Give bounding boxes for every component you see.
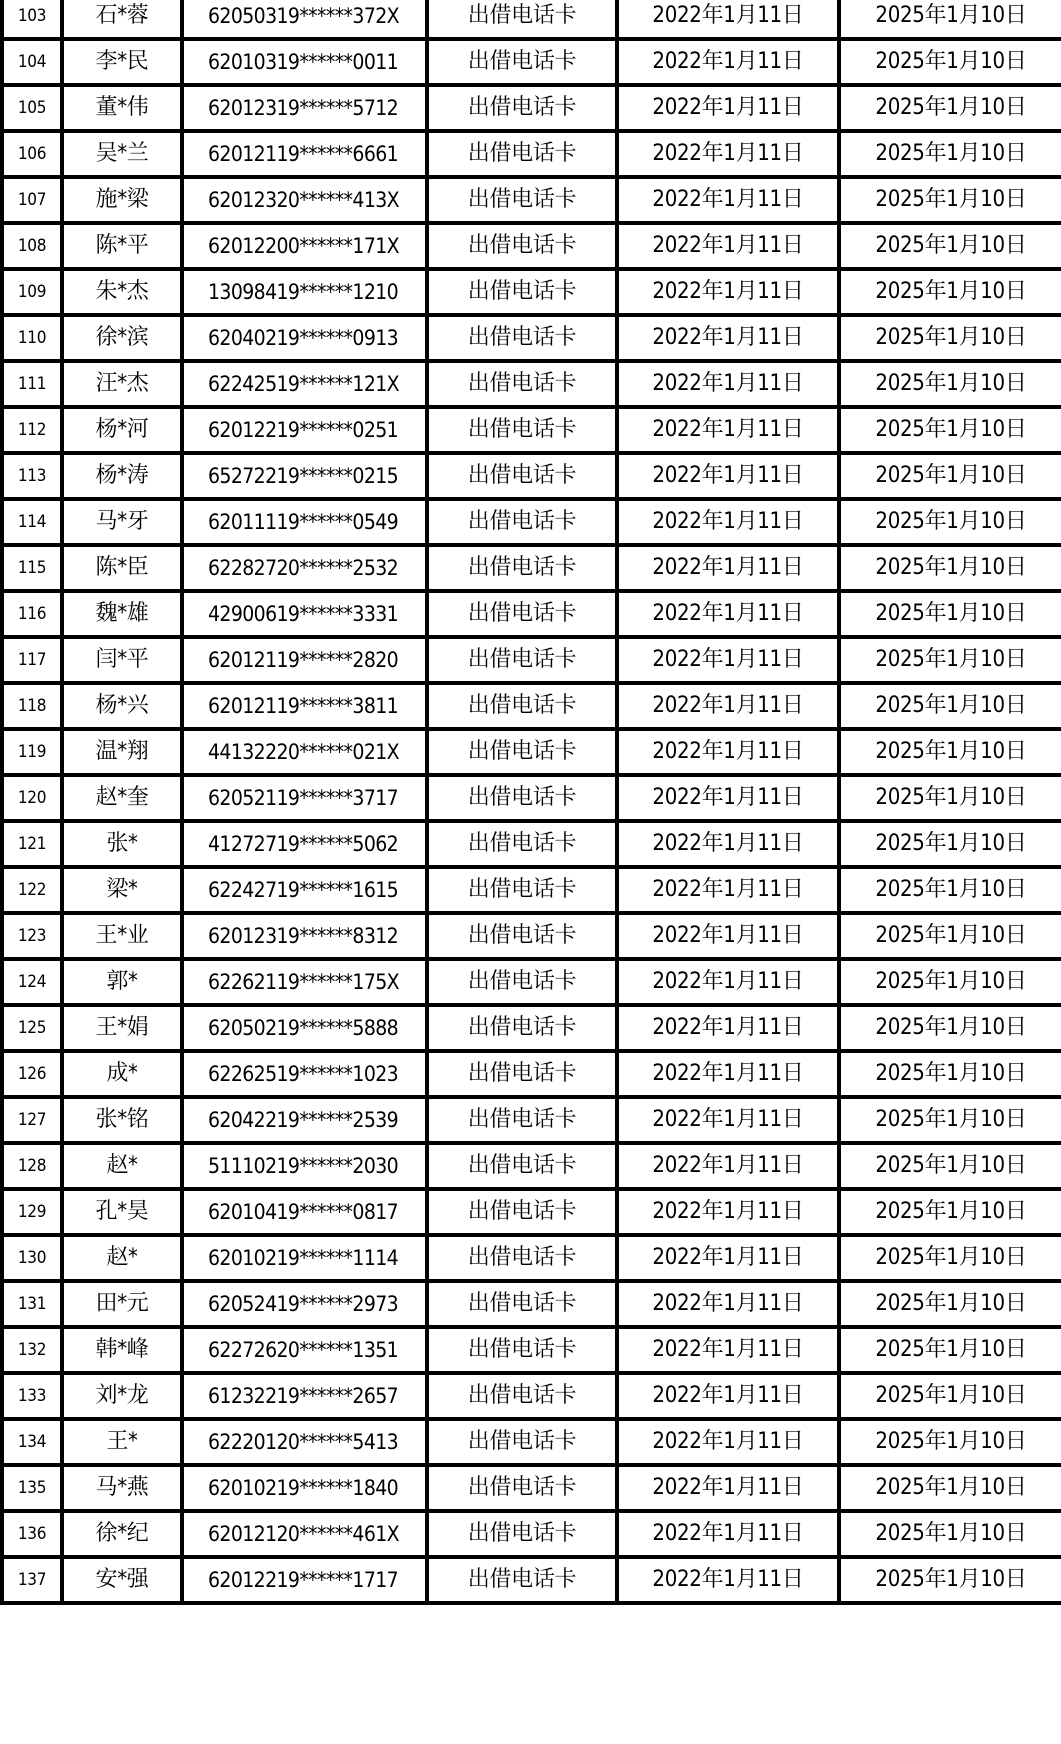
start-date-cell: 2022年1月11日 — [617, 85, 839, 131]
name-cell: 杨*兴 — [62, 683, 182, 729]
table-row — [2, 1281, 1061, 1327]
start-date-cell: 2022年1月11日 — [617, 361, 839, 407]
category-cell: 出借电话卡 — [427, 1051, 617, 1097]
category-cell: 出借电话卡 — [427, 1419, 617, 1465]
end-date-cell: 2025年1月10日 — [839, 131, 1061, 177]
end-date-cell: 2025年1月10日 — [839, 1511, 1061, 1557]
name-cell: 王* — [62, 1419, 182, 1465]
table-row — [2, 1465, 1061, 1511]
row-number-cell: 121 — [2, 821, 62, 867]
end-date-cell: 2025年1月10日 — [839, 453, 1061, 499]
end-date-cell: 2025年1月10日 — [839, 545, 1061, 591]
start-date-cell: 2022年1月11日 — [617, 959, 839, 1005]
id-number-cell: 62012219******1717 — [182, 1557, 427, 1603]
start-date-cell: 2022年1月11日 — [617, 1373, 839, 1419]
row-number-cell: 124 — [2, 959, 62, 1005]
end-date-cell: 2025年1月10日 — [839, 959, 1061, 1005]
name-cell: 董*伟 — [62, 85, 182, 131]
id-number-cell: 13098419******1210 — [182, 269, 427, 315]
id-number-cell: 62272620******1351 — [182, 1327, 427, 1373]
id-number-cell: 51110219******2030 — [182, 1143, 427, 1189]
start-date-cell: 2022年1月11日 — [617, 269, 839, 315]
start-date-cell: 2022年1月11日 — [617, 315, 839, 361]
end-date-cell: 2025年1月10日 — [839, 1281, 1061, 1327]
name-cell: 魏*雄 — [62, 591, 182, 637]
name-cell: 闫*平 — [62, 637, 182, 683]
end-date-cell: 2025年1月10日 — [839, 683, 1061, 729]
table-row — [2, 1189, 1061, 1235]
row-number-cell: 123 — [2, 913, 62, 959]
row-number-cell: 126 — [2, 1051, 62, 1097]
start-date-cell: 2022年1月11日 — [617, 223, 839, 269]
id-number-cell: 62012200******171X — [182, 223, 427, 269]
end-date-cell: 2025年1月10日 — [839, 1051, 1061, 1097]
end-date-cell: 2025年1月10日 — [839, 1373, 1061, 1419]
row-number-cell: 110 — [2, 315, 62, 361]
end-date-cell: 2025年1月10日 — [839, 1419, 1061, 1465]
table-row — [2, 867, 1061, 913]
start-date-cell: 2022年1月11日 — [617, 1511, 839, 1557]
id-number-cell: 62242719******1615 — [182, 867, 427, 913]
category-cell: 出借电话卡 — [427, 591, 617, 637]
end-date-cell: 2025年1月10日 — [839, 269, 1061, 315]
end-date-cell: 2025年1月10日 — [839, 315, 1061, 361]
id-number-cell: 62012119******3811 — [182, 683, 427, 729]
category-cell: 出借电话卡 — [427, 315, 617, 361]
category-cell: 出借电话卡 — [427, 1465, 617, 1511]
id-number-cell: 62052419******2973 — [182, 1281, 427, 1327]
row-number-cell: 119 — [2, 729, 62, 775]
name-cell: 赵* — [62, 1235, 182, 1281]
id-number-cell: 62012319******5712 — [182, 85, 427, 131]
name-cell: 张* — [62, 821, 182, 867]
category-cell: 出借电话卡 — [427, 407, 617, 453]
name-cell: 杨*河 — [62, 407, 182, 453]
name-cell: 马*燕 — [62, 1465, 182, 1511]
table-row — [2, 545, 1061, 591]
start-date-cell: 2022年1月11日 — [617, 499, 839, 545]
end-date-cell: 2025年1月10日 — [839, 1143, 1061, 1189]
category-cell: 出借电话卡 — [427, 1373, 617, 1419]
table-row — [2, 1373, 1061, 1419]
row-number-cell: 135 — [2, 1465, 62, 1511]
name-cell: 刘*龙 — [62, 1373, 182, 1419]
table-row — [2, 959, 1061, 1005]
row-number-cell: 115 — [2, 545, 62, 591]
start-date-cell: 2022年1月11日 — [617, 637, 839, 683]
category-cell: 出借电话卡 — [427, 453, 617, 499]
start-date-cell: 2022年1月11日 — [617, 1189, 839, 1235]
end-date-cell: 2025年1月10日 — [839, 867, 1061, 913]
name-cell: 杨*涛 — [62, 453, 182, 499]
category-cell: 出借电话卡 — [427, 1143, 617, 1189]
row-number-cell: 113 — [2, 453, 62, 499]
name-cell: 赵* — [62, 1143, 182, 1189]
name-cell: 梁* — [62, 867, 182, 913]
id-number-cell: 62052119******3717 — [182, 775, 427, 821]
end-date-cell: 2025年1月10日 — [839, 729, 1061, 775]
table-row — [2, 1511, 1061, 1557]
category-cell: 出借电话卡 — [427, 1189, 617, 1235]
table-row — [2, 131, 1061, 177]
name-cell: 徐*滨 — [62, 315, 182, 361]
category-cell: 出借电话卡 — [427, 729, 617, 775]
category-cell: 出借电话卡 — [427, 545, 617, 591]
name-cell: 陈*平 — [62, 223, 182, 269]
row-number-cell: 129 — [2, 1189, 62, 1235]
table-row — [2, 499, 1061, 545]
category-cell: 出借电话卡 — [427, 361, 617, 407]
table-row — [2, 1557, 1061, 1603]
end-date-cell: 2025年1月10日 — [839, 1465, 1061, 1511]
table-row — [2, 39, 1061, 85]
start-date-cell: 2022年1月11日 — [617, 1235, 839, 1281]
category-cell: 出借电话卡 — [427, 637, 617, 683]
end-date-cell: 2025年1月10日 — [839, 1327, 1061, 1373]
start-date-cell: 2022年1月11日 — [617, 407, 839, 453]
table-row — [2, 637, 1061, 683]
name-cell: 田*元 — [62, 1281, 182, 1327]
start-date-cell: 2022年1月11日 — [617, 821, 839, 867]
start-date-cell: 2022年1月11日 — [617, 453, 839, 499]
name-cell: 王*业 — [62, 913, 182, 959]
category-cell: 出借电话卡 — [427, 269, 617, 315]
name-cell: 汪*杰 — [62, 361, 182, 407]
table-row — [2, 0, 1061, 39]
start-date-cell: 2022年1月11日 — [617, 1419, 839, 1465]
row-number-cell: 117 — [2, 637, 62, 683]
id-number-cell: 62262519******1023 — [182, 1051, 427, 1097]
category-cell: 出借电话卡 — [427, 1235, 617, 1281]
table-row — [2, 1051, 1061, 1097]
row-number-cell: 136 — [2, 1511, 62, 1557]
start-date-cell: 2022年1月11日 — [617, 591, 839, 637]
start-date-cell: 2022年1月11日 — [617, 1327, 839, 1373]
end-date-cell: 2025年1月10日 — [839, 913, 1061, 959]
end-date-cell: 2025年1月10日 — [839, 775, 1061, 821]
category-cell: 出借电话卡 — [427, 223, 617, 269]
row-number-cell: 105 — [2, 85, 62, 131]
start-date-cell: 2022年1月11日 — [617, 913, 839, 959]
row-number-cell: 132 — [2, 1327, 62, 1373]
start-date-cell: 2022年1月11日 — [617, 775, 839, 821]
category-cell: 出借电话卡 — [427, 867, 617, 913]
start-date-cell: 2022年1月11日 — [617, 39, 839, 85]
table-row — [2, 591, 1061, 637]
row-number-cell: 128 — [2, 1143, 62, 1189]
id-number-cell: 62010219******1114 — [182, 1235, 427, 1281]
end-date-cell: 2025年1月10日 — [839, 361, 1061, 407]
row-number-cell: 120 — [2, 775, 62, 821]
row-number-cell: 131 — [2, 1281, 62, 1327]
records-table-body — [2, 0, 1061, 1603]
table-row — [2, 1235, 1061, 1281]
id-number-cell: 62010219******1840 — [182, 1465, 427, 1511]
id-number-cell: 62220120******5413 — [182, 1419, 427, 1465]
id-number-cell: 62010419******0817 — [182, 1189, 427, 1235]
name-cell: 李*民 — [62, 39, 182, 85]
table-row — [2, 85, 1061, 131]
end-date-cell: 2025年1月10日 — [839, 1189, 1061, 1235]
table-row — [2, 407, 1061, 453]
table-row — [2, 1327, 1061, 1373]
row-number-cell: 108 — [2, 223, 62, 269]
start-date-cell: 2022年1月11日 — [617, 867, 839, 913]
category-cell: 出借电话卡 — [427, 1005, 617, 1051]
table-row — [2, 1419, 1061, 1465]
end-date-cell: 2025年1月10日 — [839, 821, 1061, 867]
row-number-cell: 127 — [2, 1097, 62, 1143]
table-row — [2, 821, 1061, 867]
category-cell: 出借电话卡 — [427, 1327, 617, 1373]
table-row — [2, 1005, 1061, 1051]
row-number-cell: 125 — [2, 1005, 62, 1051]
id-number-cell: 62012219******0251 — [182, 407, 427, 453]
row-number-cell: 116 — [2, 591, 62, 637]
name-cell: 徐*纪 — [62, 1511, 182, 1557]
name-cell: 马*牙 — [62, 499, 182, 545]
table-row — [2, 1143, 1061, 1189]
id-number-cell: 41272719******5062 — [182, 821, 427, 867]
start-date-cell: 2022年1月11日 — [617, 1465, 839, 1511]
table-row — [2, 269, 1061, 315]
category-cell: 出借电话卡 — [427, 499, 617, 545]
row-number-cell: 133 — [2, 1373, 62, 1419]
category-cell: 出借电话卡 — [427, 85, 617, 131]
start-date-cell: 2022年1月11日 — [617, 545, 839, 591]
end-date-cell: 2025年1月10日 — [839, 1097, 1061, 1143]
start-date-cell: 2022年1月11日 — [617, 683, 839, 729]
start-date-cell: 2022年1月11日 — [617, 1281, 839, 1327]
id-number-cell: 62012120******461X — [182, 1511, 427, 1557]
id-number-cell: 44132220******021X — [182, 729, 427, 775]
category-cell: 出借电话卡 — [427, 39, 617, 85]
start-date-cell: 2022年1月11日 — [617, 177, 839, 223]
id-number-cell: 62040219******0913 — [182, 315, 427, 361]
table-row — [2, 453, 1061, 499]
id-number-cell: 65272219******0215 — [182, 453, 427, 499]
table-row — [2, 913, 1061, 959]
name-cell: 陈*臣 — [62, 545, 182, 591]
category-cell: 出借电话卡 — [427, 1511, 617, 1557]
table-row — [2, 775, 1061, 821]
category-cell: 出借电话卡 — [427, 0, 617, 39]
row-number-cell: 122 — [2, 867, 62, 913]
name-cell: 赵*奎 — [62, 775, 182, 821]
row-number-cell: 109 — [2, 269, 62, 315]
end-date-cell: 2025年1月10日 — [839, 1235, 1061, 1281]
table-row — [2, 177, 1061, 223]
row-number-cell: 106 — [2, 131, 62, 177]
name-cell: 成* — [62, 1051, 182, 1097]
start-date-cell: 2022年1月11日 — [617, 1051, 839, 1097]
table-row — [2, 1097, 1061, 1143]
category-cell: 出借电话卡 — [427, 1097, 617, 1143]
category-cell: 出借电话卡 — [427, 775, 617, 821]
end-date-cell: 2025年1月10日 — [839, 1557, 1061, 1603]
id-number-cell: 62242519******121X — [182, 361, 427, 407]
id-number-cell: 62050319******372X — [182, 0, 427, 39]
name-cell: 韩*峰 — [62, 1327, 182, 1373]
end-date-cell: 2025年1月10日 — [839, 85, 1061, 131]
row-number-cell: 130 — [2, 1235, 62, 1281]
name-cell: 孔*昊 — [62, 1189, 182, 1235]
start-date-cell: 2022年1月11日 — [617, 729, 839, 775]
id-number-cell: 62042219******2539 — [182, 1097, 427, 1143]
table-row — [2, 361, 1061, 407]
start-date-cell: 2022年1月11日 — [617, 0, 839, 39]
id-number-cell: 62050219******5888 — [182, 1005, 427, 1051]
start-date-cell: 2022年1月11日 — [617, 131, 839, 177]
row-number-cell: 118 — [2, 683, 62, 729]
end-date-cell: 2025年1月10日 — [839, 591, 1061, 637]
id-number-cell: 42900619******3331 — [182, 591, 427, 637]
end-date-cell: 2025年1月10日 — [839, 39, 1061, 85]
id-number-cell: 62282720******2532 — [182, 545, 427, 591]
id-number-cell: 62010319******0011 — [182, 39, 427, 85]
category-cell: 出借电话卡 — [427, 1557, 617, 1603]
row-number-cell: 114 — [2, 499, 62, 545]
id-number-cell: 62012319******8312 — [182, 913, 427, 959]
end-date-cell: 2025年1月10日 — [839, 407, 1061, 453]
end-date-cell: 2025年1月10日 — [839, 499, 1061, 545]
end-date-cell: 2025年1月10日 — [839, 177, 1061, 223]
name-cell: 吴*兰 — [62, 131, 182, 177]
row-number-cell: 137 — [2, 1557, 62, 1603]
table-row — [2, 223, 1061, 269]
row-number-cell: 134 — [2, 1419, 62, 1465]
id-number-cell: 62262119******175X — [182, 959, 427, 1005]
table-row — [2, 683, 1061, 729]
category-cell: 出借电话卡 — [427, 1281, 617, 1327]
end-date-cell: 2025年1月10日 — [839, 1005, 1061, 1051]
end-date-cell: 2025年1月10日 — [839, 637, 1061, 683]
name-cell: 石*蓉 — [62, 0, 182, 39]
category-cell: 出借电话卡 — [427, 821, 617, 867]
name-cell: 张*铭 — [62, 1097, 182, 1143]
table-row — [2, 315, 1061, 361]
row-number-cell: 107 — [2, 177, 62, 223]
id-number-cell: 61232219******2657 — [182, 1373, 427, 1419]
name-cell: 安*强 — [62, 1557, 182, 1603]
row-number-cell: 112 — [2, 407, 62, 453]
end-date-cell: 2025年1月10日 — [839, 0, 1061, 39]
name-cell: 朱*杰 — [62, 269, 182, 315]
start-date-cell: 2022年1月11日 — [617, 1097, 839, 1143]
name-cell: 施*梁 — [62, 177, 182, 223]
category-cell: 出借电话卡 — [427, 913, 617, 959]
name-cell: 温*翔 — [62, 729, 182, 775]
start-date-cell: 2022年1月11日 — [617, 1143, 839, 1189]
category-cell: 出借电话卡 — [427, 959, 617, 1005]
category-cell: 出借电话卡 — [427, 683, 617, 729]
start-date-cell: 2022年1月11日 — [617, 1557, 839, 1603]
category-cell: 出借电话卡 — [427, 177, 617, 223]
category-cell: 出借电话卡 — [427, 131, 617, 177]
row-number-cell: 111 — [2, 361, 62, 407]
start-date-cell: 2022年1月11日 — [617, 1005, 839, 1051]
name-cell: 郭* — [62, 959, 182, 1005]
row-number-cell: 103 — [2, 0, 62, 39]
id-number-cell: 62012119******6661 — [182, 131, 427, 177]
id-number-cell: 62011119******0549 — [182, 499, 427, 545]
id-number-cell: 62012320******413X — [182, 177, 427, 223]
row-number-cell: 104 — [2, 39, 62, 85]
id-number-cell: 62012119******2820 — [182, 637, 427, 683]
table-row — [2, 729, 1061, 775]
name-cell: 王*娟 — [62, 1005, 182, 1051]
end-date-cell: 2025年1月10日 — [839, 223, 1061, 269]
